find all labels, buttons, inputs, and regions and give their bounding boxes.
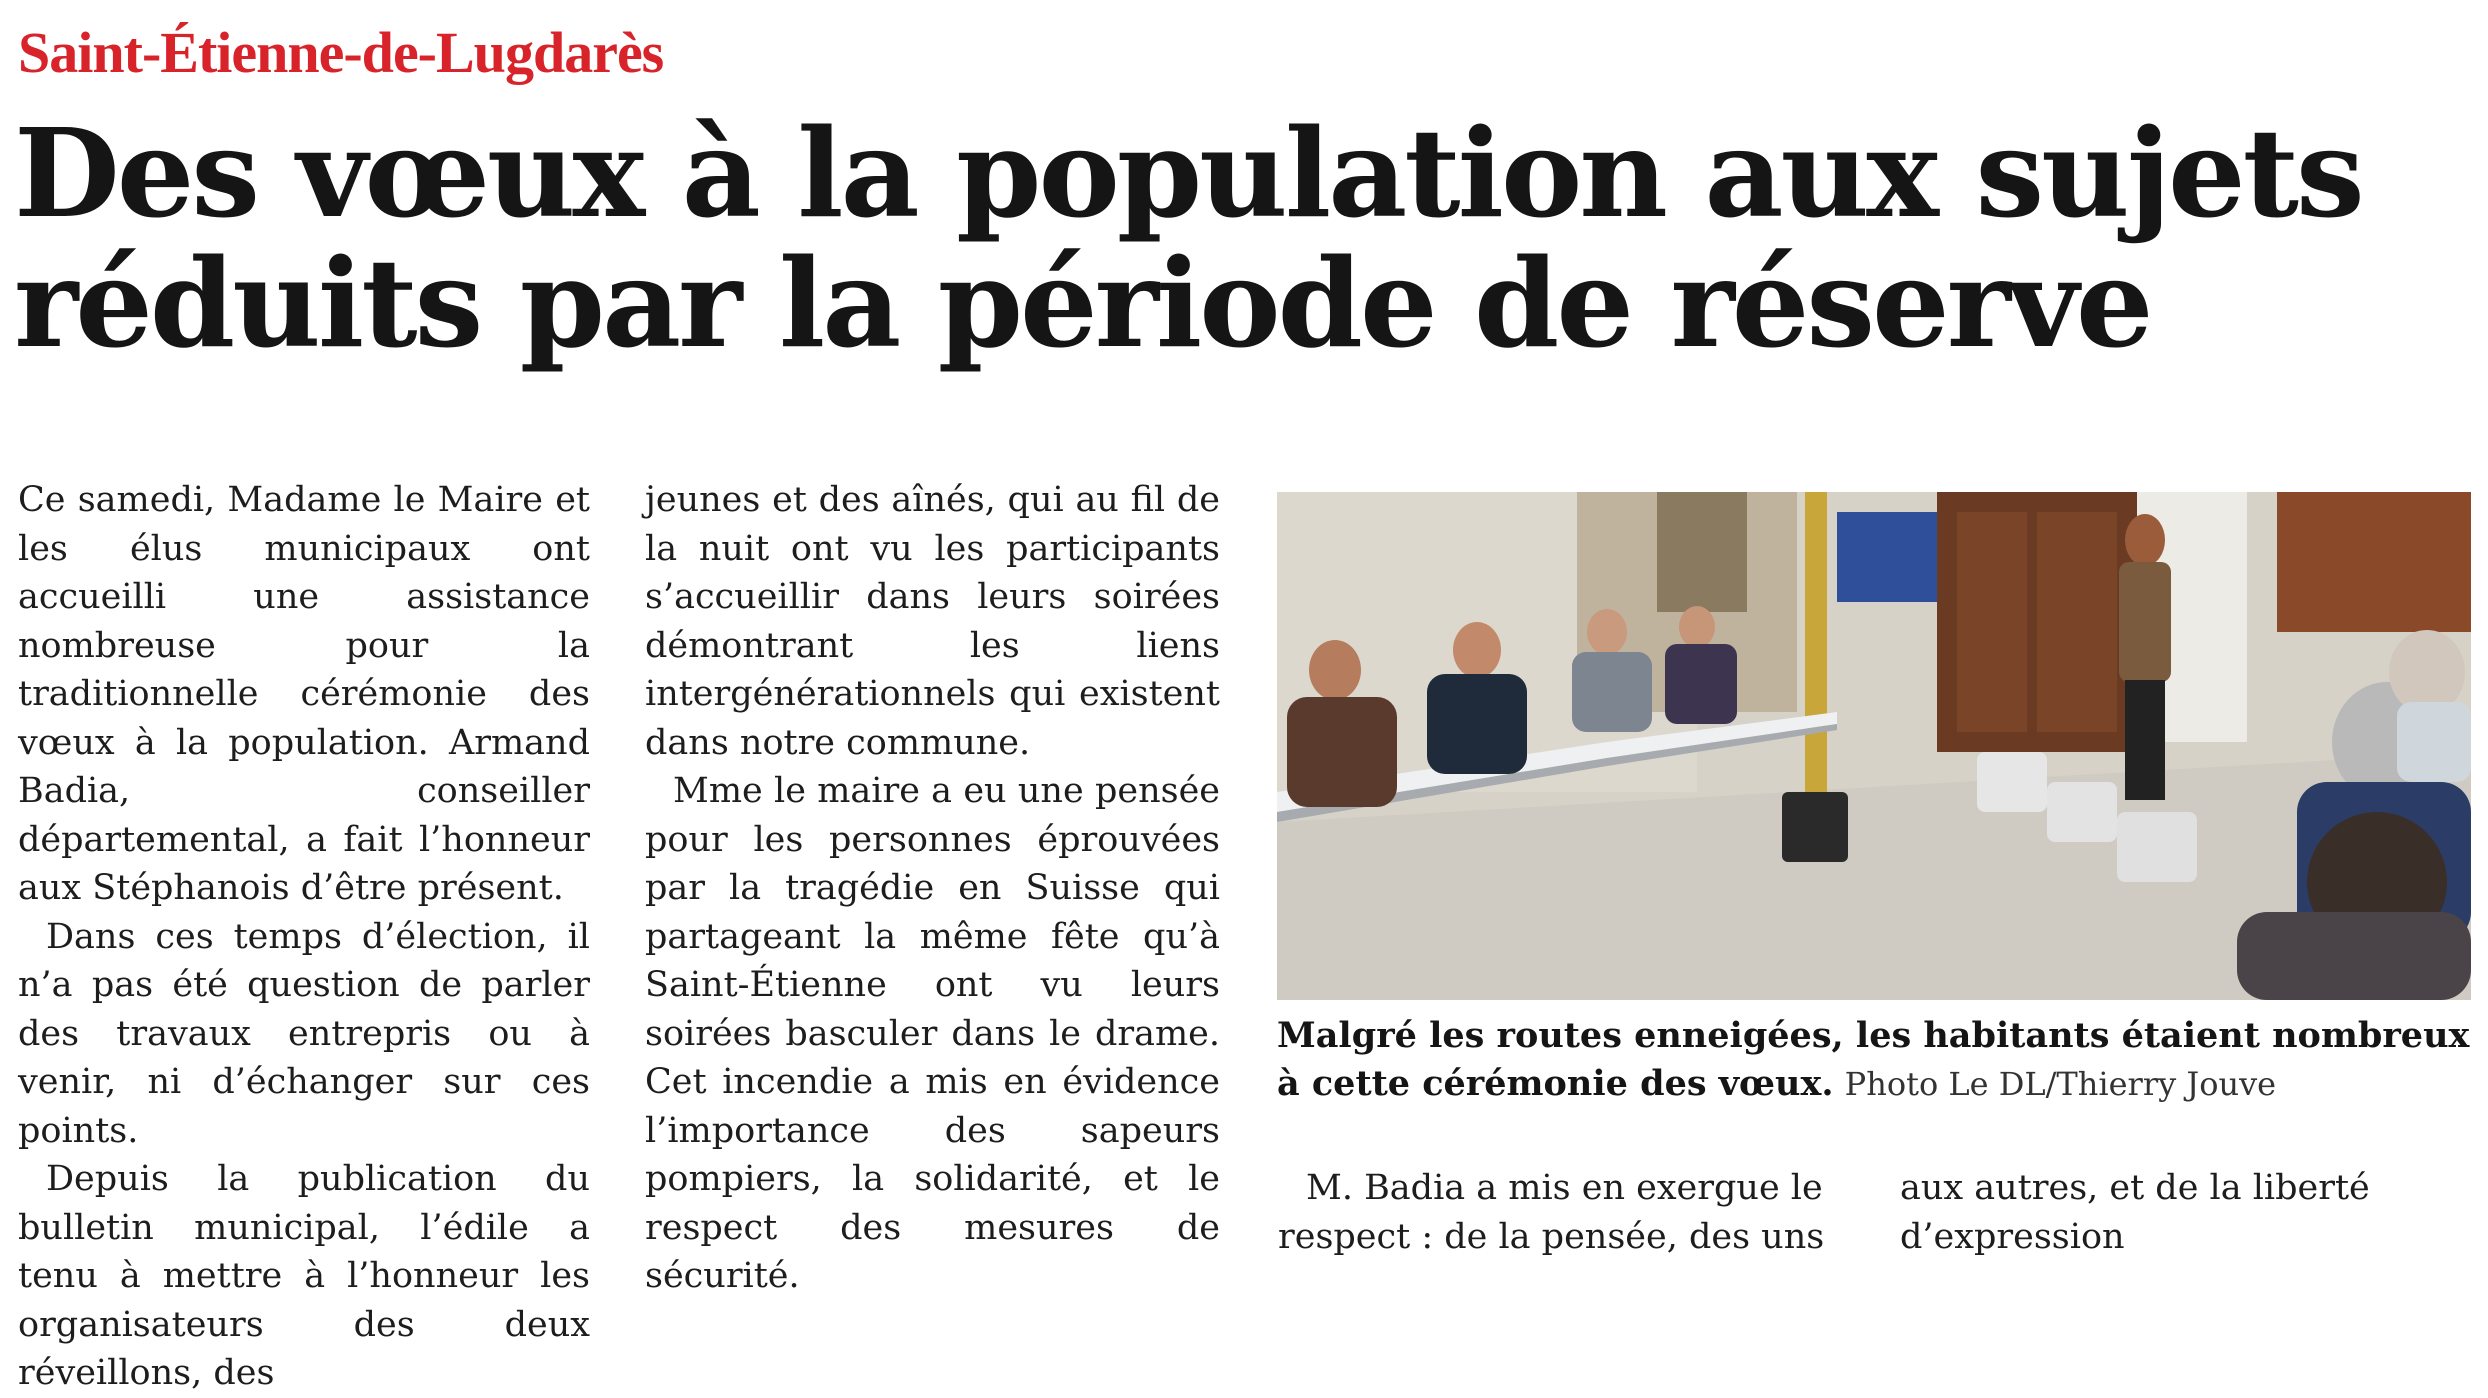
article-paragraph: jeunes et des aînés, qui au fil de la nuit ont vu les participants s’accueillir dans leurs soirées démontrant les liens intergénérationnels qui existent dans notre commune.	[645, 480, 1220, 763]
ceremony-photo-illustration	[1277, 492, 2471, 1000]
headline-line-2: réduits par la période de réserve	[14, 231, 2151, 375]
article-column-3	[1278, 1164, 1848, 1261]
kicker-location: Saint-Étienne-de-Lugdarès	[18, 20, 664, 85]
article-photo	[1277, 492, 2471, 1000]
article-column-4	[1900, 1164, 2470, 1261]
article-paragraph: Depuis la publication du bulletin municipal, l’édile a tenu à mettre à l’honneur les organisateurs des deux réveillons, des	[18, 1159, 590, 1393]
photo-caption	[1277, 1012, 2477, 1108]
caption-text: Malgré les routes enneigées, les habitants étaient nombreux à cette cérémonie des vœux.	[1277, 1015, 2470, 1104]
article-column-1	[18, 476, 590, 1398]
article-paragraph: aux autres, et de la liberté d’expression	[1900, 1168, 2370, 1257]
article-paragraph: Dans ces temps d’élection, il n’a pas été question de parler des travaux entrepris ou à venir, ni d’échanger sur ces points.	[18, 916, 590, 1151]
headline	[14, 101, 2474, 375]
photo-credit: Photo Le DL/Thierry Jouve	[1844, 1065, 2277, 1103]
article-column-2	[645, 476, 1220, 1301]
headline-line-1: Des vœux à la population aux sujets	[14, 101, 2362, 245]
article-paragraph: Mme le maire a eu une pensée pour les personnes éprouvées par la tragédie en Suisse qui partageant la même fête qu’à Saint-Étienne ont vu leurs soirées basculer dans le drame. Cet incendie a mis en évidence l’importance des sapeurs pompiers, la solidarité, et le respect des mesures de sécurité.	[645, 771, 1220, 1296]
article-paragraph: Ce samedi, Madame le Maire et les élus municipaux ont accueilli une assistance nombreuse pour la traditionnelle cérémonie des vœux à la population. Armand Badia, conseiller départemental, a fait l’honneur aux Stéphanois d’être présent.	[18, 480, 590, 908]
article-paragraph: M. Badia a mis en exergue le respect : de la pensée, des uns	[1278, 1168, 1825, 1257]
